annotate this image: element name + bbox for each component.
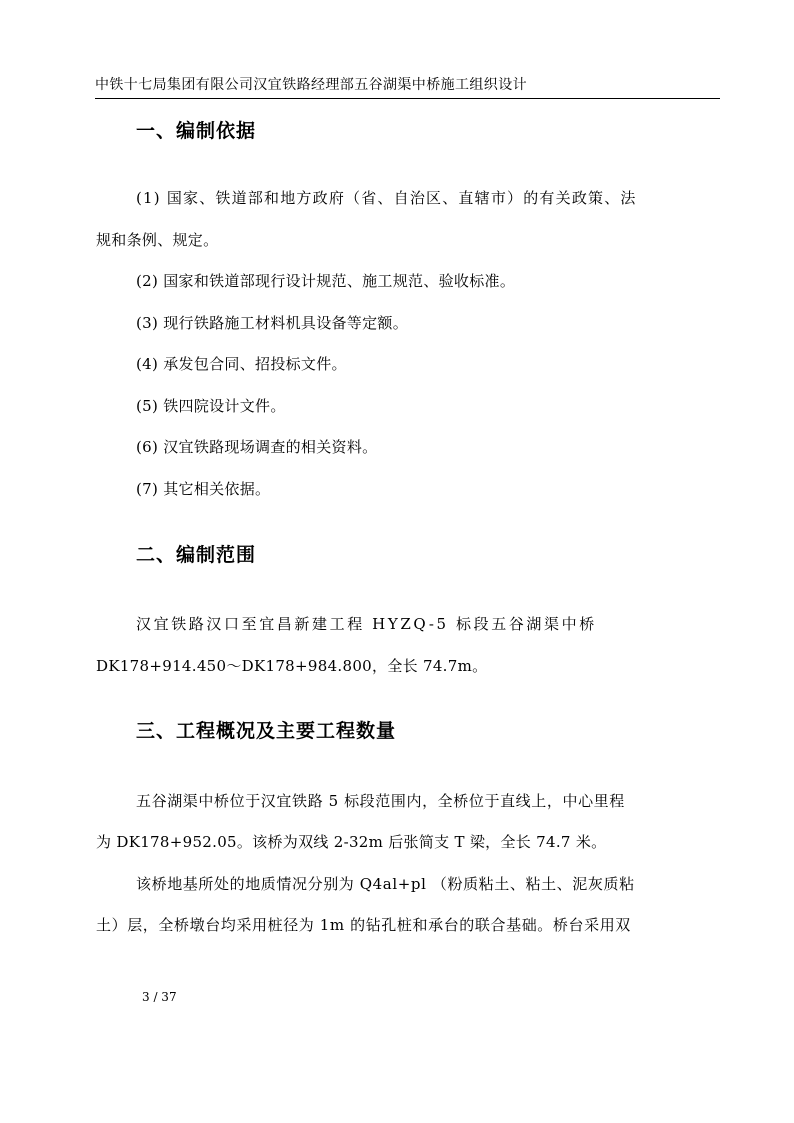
overview-line-1: 五谷湖渠中桥位于汉宜铁路 5 标段范围内，全桥位于直线上，中心里程: [136, 792, 625, 810]
running-header: 中铁十七局集团有限公司汉宜铁路经理部五谷湖渠中桥施工组织设计: [95, 77, 527, 93]
basis-item-6: (6) 汉宜铁路现场调查的相关资料。: [136, 438, 378, 456]
overview-line-4: 土）层，全桥墩台均采用桩径为 1m 的钻孔桩和承台的联合基础。桥台采用双: [96, 916, 631, 934]
basis-item-1-continued: 规和条例、规定。: [96, 231, 219, 249]
section-3-heading: 三、工程概况及主要工程数量: [136, 720, 397, 742]
basis-item-3: (3) 现行铁路施工材料机具设备等定额。: [136, 314, 409, 332]
overview-line-3: 该桥地基所处的地质情况分别为 Q4al+pl （粉质粘土、粘土、泥灰质粘: [136, 875, 635, 893]
basis-item-7: (7) 其它相关依据。: [136, 480, 271, 498]
page-number: 3 / 37: [142, 990, 177, 1004]
section-2-heading: 二、编制范围: [136, 544, 257, 566]
scope-line-1: 汉宜铁路汉口至宜昌新建工程 HYZQ-5 标段五谷湖渠中桥: [136, 615, 597, 633]
scope-line-2: DK178+914.450～DK178+984.800，全长 74.7m。: [96, 657, 488, 675]
basis-item-1: (1) 国家、铁道部和地方政府（省、自治区、直辖市）的有关政策、法: [136, 189, 637, 207]
basis-item-4: (4) 承发包合同、招投标文件。: [136, 355, 347, 373]
header-rule: [95, 98, 720, 99]
overview-line-2: 为 DK178+952.05。该桥为双线 2-32m 后张简支 T 梁，全长 74.7 米。: [96, 833, 607, 851]
section-1-heading: 一、编制依据: [136, 120, 257, 142]
basis-item-5: (5) 铁四院设计文件。: [136, 397, 286, 415]
basis-item-2: (2) 国家和铁道部现行设计规范、施工规范、验收标准。: [136, 272, 516, 290]
